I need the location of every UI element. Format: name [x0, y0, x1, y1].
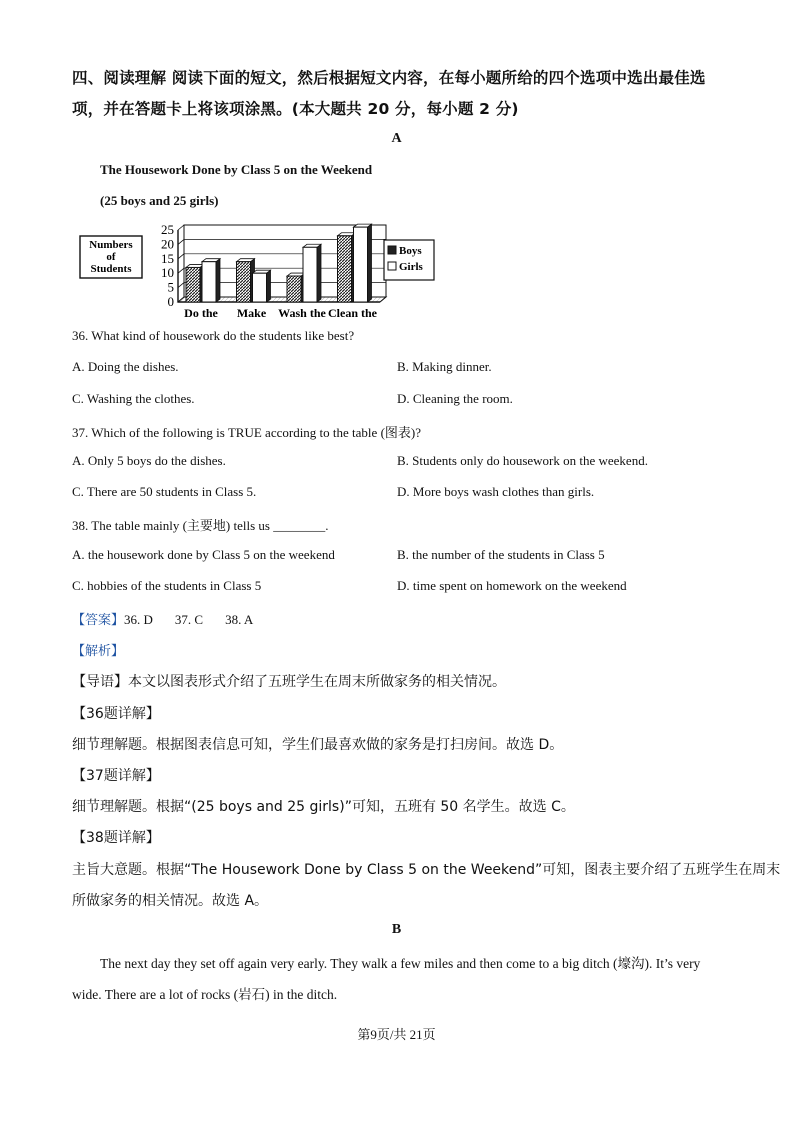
- x-tick-label: Wash the: [278, 306, 326, 320]
- ylabel-line-2: of: [106, 251, 116, 263]
- y-tick-label: 25: [161, 222, 174, 237]
- legend-swatch-girls: [388, 262, 396, 270]
- question-37-option-d: D. More boys wash clothes than girls.: [397, 484, 595, 499]
- bar-boys: [186, 267, 200, 302]
- gridline-diag: [178, 268, 184, 273]
- detail-37-text: 细节理解题。根据“(25 boys and 25 girls)”可知，五班有 50 名学生。故选 C。: [72, 799, 575, 815]
- x-tick-label: Do the: [184, 306, 218, 320]
- chart-legend: [384, 240, 434, 280]
- legend-swatch-boys: [388, 246, 396, 254]
- question-36-stem: 36. What kind of housework do the students like best?: [72, 328, 355, 343]
- bar-boys: [338, 236, 352, 302]
- question-37-option-b: B. Students only do housework on the weekend.: [397, 453, 648, 468]
- bar-girls: [202, 262, 216, 302]
- bar-side-girls: [368, 224, 372, 302]
- legend-label-girls: Girls: [399, 261, 423, 273]
- analysis-label: 【解析】: [72, 644, 125, 659]
- bar-boys: [287, 276, 301, 302]
- question-38-stem: 38. The table mainly (主要地) tells us ________.: [72, 518, 329, 533]
- question-38-option-b: B. the number of the students in Class 5: [397, 547, 605, 562]
- gridline-diag: [178, 225, 184, 230]
- y-tick-label: 15: [161, 250, 174, 266]
- question-37-option-a: A. Only 5 boys do the dishes.: [72, 453, 226, 468]
- chart-subtitle: (25 boys and 25 girls): [100, 193, 219, 208]
- detail-36-text: 细节理解题。根据图表信息可知，学生们最喜欢做的家务是打扫房间。故选 D。: [72, 737, 564, 753]
- detail-36-label: 【36题详解】: [72, 706, 160, 722]
- housework-bar-chart: [78, 220, 440, 320]
- question-37-option-c: C. There are 50 students in Class 5.: [72, 484, 257, 499]
- answer-line: [72, 609, 253, 628]
- passage-b-line-1: The next day they set off again very early. They walk a few miles and then come to a big ditch (壕沟). It’s very: [100, 956, 701, 971]
- passage-a-label: A: [391, 131, 402, 146]
- bar-girls: [253, 273, 267, 302]
- y-tick-label: 0: [167, 294, 174, 309]
- gridline-diag: [178, 239, 184, 244]
- bar-girls: [354, 227, 368, 302]
- answer-38: 38. A: [225, 612, 254, 627]
- question-36-option-c: C. Washing the clothes.: [72, 391, 195, 406]
- detail-38-text-line-1: 主旨大意题。根据“The Housework Done by Class 5 on the Weekend”可知，图表主要介绍了五班学生在周末: [72, 862, 781, 878]
- question-36-option-d: D. Cleaning the room.: [397, 391, 513, 406]
- bar-side-girls: [317, 244, 321, 302]
- detail-38-label: 【38题详解】: [72, 830, 160, 846]
- question-36-option-a: A. Doing the dishes.: [72, 359, 179, 374]
- chart-title: The Housework Done by Class 5 on the Weekend: [100, 162, 373, 177]
- bar-boys: [237, 262, 251, 302]
- detail-38-text-line-2: 所做家务的相关情况。故选 A。: [72, 893, 269, 909]
- gridline-diag: [178, 283, 184, 288]
- plot-area: [161, 222, 386, 320]
- y-tick-label: 20: [161, 236, 174, 252]
- bar-side-girls: [216, 259, 220, 302]
- guide-text: 本文以图表形式介绍了五班学生在周末所做家务的相关情况。: [128, 674, 506, 690]
- passage-b-line-2: wide. There are a lot of rocks (岩石) in the ditch.: [72, 987, 338, 1002]
- answer-36: 36. D: [124, 612, 153, 627]
- y-tick-label: 10: [161, 265, 174, 281]
- guide-line: [72, 671, 506, 691]
- question-37-stem: 37. Which of the following is TRUE according to the table (图表)?: [72, 425, 421, 440]
- guide-label: 【导语】: [72, 674, 128, 690]
- ylabel-line-1: Numbers: [89, 239, 133, 251]
- x-tick-label: Make: [236, 306, 267, 320]
- ylabel-line-3: Students: [90, 263, 132, 275]
- question-38-option-d: D. time spent on homework on the weekend: [397, 578, 627, 593]
- section-heading-line-2: 项，并在答题卡上将该项涂黑。(本大题共 20 分，每小题 2 分): [72, 100, 519, 118]
- legend-label-boys: Boys: [399, 245, 422, 257]
- x-tick-label: Clean the: [328, 306, 377, 320]
- y-tick-label: 5: [167, 279, 174, 295]
- answer-label: 【答案】: [72, 613, 125, 628]
- bar-girls: [303, 247, 317, 302]
- question-38-option-a: A. the housework done by Class 5 on the weekend: [72, 547, 335, 562]
- passage-b-label: B: [391, 922, 402, 937]
- section-heading-line-1: 四、阅读理解 阅读下面的短文，然后根据短文内容，在每小题所给的四个选项中选出最佳选: [72, 69, 706, 87]
- page-footer: 第9页/共 21页: [357, 1027, 436, 1042]
- gridline-diag: [178, 254, 184, 259]
- answer-37: 37. C: [174, 612, 204, 627]
- bar-side-girls: [267, 270, 271, 302]
- question-38-option-c: C. hobbies of the students in Class 5: [72, 578, 262, 593]
- detail-37-label: 【37题详解】: [72, 768, 160, 784]
- question-36-option-b: B. Making dinner.: [397, 359, 492, 374]
